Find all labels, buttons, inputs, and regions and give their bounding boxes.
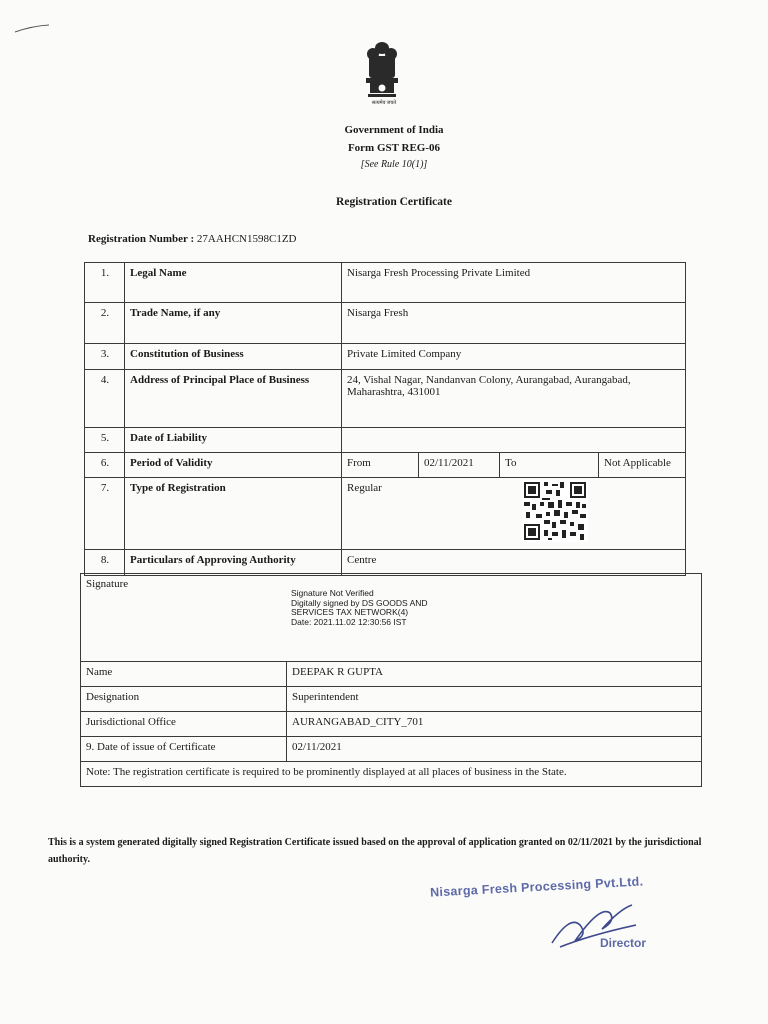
qr-code-icon xyxy=(522,480,588,542)
name-label: Name xyxy=(81,662,287,687)
digital-signature-signer-cont: SERVICES TAX NETWORK(4) xyxy=(291,607,409,617)
page-title: Registration Certificate xyxy=(336,196,452,208)
table-row xyxy=(81,762,702,787)
issue-date-value: 02/11/2021 xyxy=(287,737,702,762)
jurisdictional-office-label: Jurisdictional Office xyxy=(81,712,287,737)
row-value: Nisarga Fresh xyxy=(342,303,686,344)
header-government: Government of India xyxy=(344,124,444,136)
row-number: 1. xyxy=(85,263,125,303)
row-value: Nisarga Fresh Processing Private Limited xyxy=(342,263,686,303)
row-label: Date of Liability xyxy=(125,428,342,453)
validity-from-label: From xyxy=(342,453,419,478)
row-label: Address of Principal Place of Business xyxy=(125,370,342,428)
table-row xyxy=(81,712,702,737)
row-label: Trade Name, if any xyxy=(125,303,342,344)
row-value: 24, Vishal Nagar, Nandanvan Colony, Aurangabad, Aurangabad, Maharashtra, 431001 xyxy=(342,370,686,428)
designation-value: Superintendent xyxy=(287,687,702,712)
digital-signature-status: Signature Not Verified xyxy=(291,588,374,598)
note-text: Note: The registration certificate is required to be prominently displayed at all places of business in the State. xyxy=(81,762,702,787)
table-row xyxy=(85,550,686,576)
row-value: Private Limited Company xyxy=(342,344,686,370)
row-number: 6. xyxy=(85,453,125,478)
designation-label: Designation xyxy=(81,687,287,712)
row-number: 4. xyxy=(85,370,125,428)
row-label: Period of Validity xyxy=(125,453,342,478)
row-number: 3. xyxy=(85,344,125,370)
header-form: Form GST REG-06 xyxy=(347,142,441,154)
row-label: Legal Name xyxy=(125,263,342,303)
validity-from-value: 02/11/2021 xyxy=(419,453,500,478)
table-row xyxy=(85,303,686,344)
row-number: 7. xyxy=(85,478,125,550)
row-value: Centre xyxy=(342,550,686,576)
company-stamp: Nisarga Fresh Processing Pvt.Ltd. xyxy=(429,874,644,900)
issue-date-label: 9. Date of issue of Certificate xyxy=(81,737,287,762)
table-row xyxy=(85,263,686,303)
footer-statement: This is a system generated digitally signed Registration Certificate issued based on the approval of application granted on 02/11/2021 by the jurisdictional authority. xyxy=(48,837,702,865)
row-label: Constitution of Business xyxy=(125,344,342,370)
signature-label: Signature xyxy=(81,574,702,662)
validity-to-value: Not Applicable xyxy=(599,453,686,478)
row-label: Particulars of Approving Authority xyxy=(125,550,342,576)
registration-number-line xyxy=(88,233,297,245)
emblem-motto: सत्यमेव जयते xyxy=(371,101,397,106)
stamp-role: Director xyxy=(600,936,647,950)
registration-number-label: Registration Number : xyxy=(88,233,195,245)
digital-signature-block xyxy=(291,589,428,627)
table-row xyxy=(85,344,686,370)
table-row xyxy=(81,737,702,762)
national-emblem-icon xyxy=(360,38,404,108)
table-row xyxy=(81,687,702,712)
digital-signature-date: Date: 2021.11.02 12:30:56 IST xyxy=(291,616,407,627)
table-row xyxy=(81,662,702,687)
table-row xyxy=(85,370,686,428)
row-value xyxy=(342,428,686,453)
digital-signature-signer: Digitally signed by DS GOODS AND xyxy=(291,597,428,608)
table-row xyxy=(85,428,686,453)
row-label: Type of Registration xyxy=(125,478,342,550)
row-number: 2. xyxy=(85,303,125,344)
validity-to-label: To xyxy=(500,453,599,478)
row-number: 5. xyxy=(85,428,125,453)
row-number: 8. xyxy=(85,550,125,576)
jurisdictional-office-value: AURANGABAD_CITY_701 xyxy=(287,712,702,737)
registration-number-value: 27AAHCN1598C1ZD xyxy=(196,233,297,245)
registration-details-table xyxy=(84,262,686,576)
scan-mark xyxy=(14,24,50,34)
header-rule: [See Rule 10(1)] xyxy=(360,159,428,170)
table-row xyxy=(85,478,686,550)
row-value: Regular xyxy=(342,478,686,550)
name-value: DEEPAK R GUPTA xyxy=(287,662,702,687)
table-row xyxy=(85,453,686,478)
